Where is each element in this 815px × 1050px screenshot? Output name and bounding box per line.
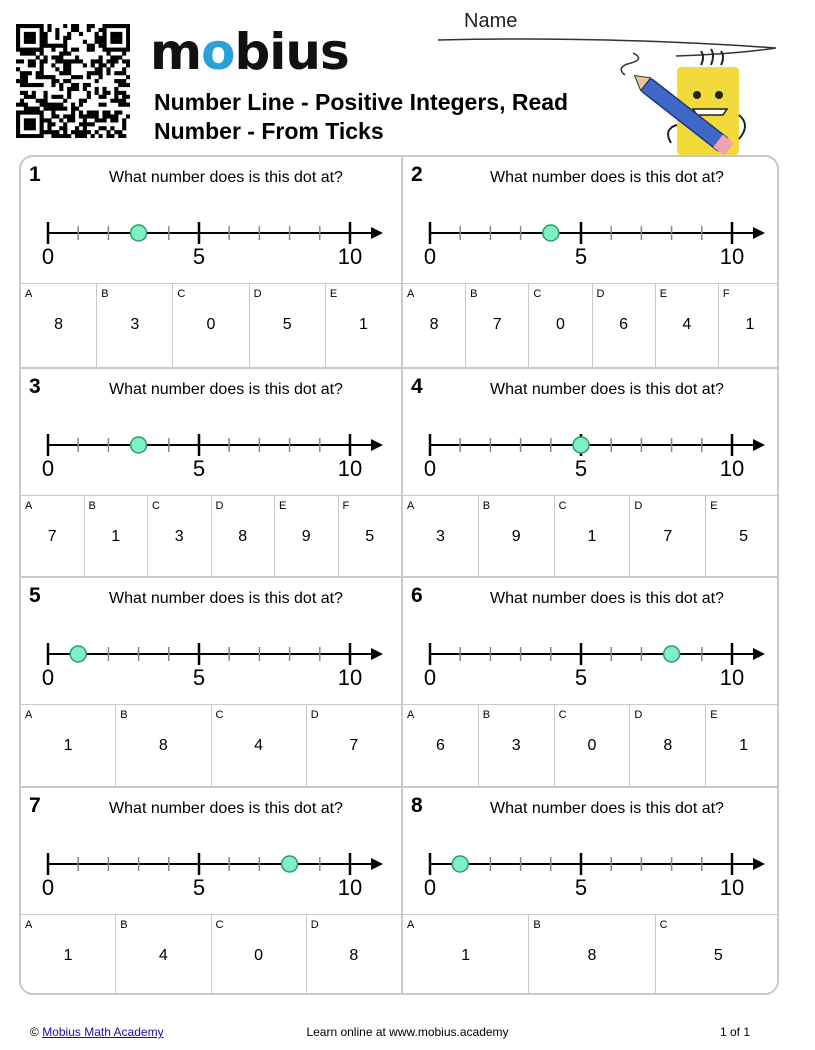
- answer-value: 6: [435, 737, 445, 754]
- answer-letter: B: [482, 709, 491, 721]
- answer-letter: E: [659, 288, 668, 300]
- answer-letter: C: [177, 288, 186, 300]
- answer-letter: F: [722, 288, 730, 300]
- tick-label: 0: [423, 244, 437, 269]
- number-line: [403, 405, 779, 485]
- answer-letter: A: [407, 709, 415, 721]
- answer-choice-a[interactable]: [21, 496, 84, 577]
- problem-number: 6: [411, 584, 423, 607]
- answer-choice-b[interactable]: [84, 496, 148, 577]
- number-line-dot: [131, 225, 147, 241]
- page-title: Number Line - Positive Integers, Read Number - From Ticks: [154, 89, 569, 144]
- answer-choices: [21, 704, 401, 786]
- answer-value: 5: [282, 316, 292, 333]
- answer-choice-b[interactable]: [478, 705, 554, 786]
- answer-choice-e[interactable]: [655, 284, 718, 367]
- answer-choice-c[interactable]: [528, 284, 591, 367]
- answer-value: 8: [587, 946, 597, 964]
- answer-choice-b[interactable]: [96, 284, 172, 367]
- axis-arrowhead: [371, 648, 383, 660]
- tick-label: 10: [337, 874, 363, 900]
- answer-choices: [403, 704, 779, 786]
- tick-label: 0: [41, 665, 55, 690]
- answer-choice-d[interactable]: [211, 496, 275, 577]
- answer-value: 8: [429, 316, 439, 333]
- answer-value: 1: [461, 946, 471, 964]
- axis-arrowhead: [371, 858, 383, 870]
- answer-letter: D: [634, 499, 643, 512]
- tick-label: 10: [719, 874, 745, 900]
- answer-letter: D: [215, 499, 224, 512]
- answer-letter: A: [25, 499, 33, 512]
- number-line-dot: [131, 437, 147, 453]
- tick-label: 5: [574, 665, 588, 690]
- axis-arrowhead: [753, 227, 765, 239]
- tick-label: 5: [574, 874, 588, 900]
- number-line-dot: [452, 856, 468, 872]
- answer-value: 5: [365, 527, 375, 545]
- answer-value: 8: [158, 737, 168, 754]
- number-line: [403, 193, 779, 273]
- answer-choice-c[interactable]: [211, 915, 306, 996]
- answer-letter: D: [253, 288, 262, 300]
- answer-choice-c[interactable]: [147, 496, 211, 577]
- answer-value: 8: [238, 527, 248, 545]
- question-text: What number does is this dot at?: [490, 380, 724, 398]
- answer-letter: B: [88, 499, 96, 512]
- answer-choice-a[interactable]: [403, 496, 478, 577]
- number-line-dot: [664, 646, 680, 662]
- answer-value: 9: [301, 527, 311, 545]
- question-text: What number does is this dot at?: [490, 169, 724, 186]
- tick-label: 5: [192, 665, 206, 690]
- answer-choice-a[interactable]: [403, 705, 478, 786]
- tick-label: 10: [337, 455, 363, 481]
- problem-1: [21, 157, 401, 367]
- number-line-dot: [70, 646, 86, 662]
- tick-label: 10: [337, 665, 363, 690]
- answer-letter: C: [558, 499, 567, 512]
- answer-choice-c[interactable]: [554, 496, 630, 577]
- answer-choice-e[interactable]: [325, 284, 401, 367]
- answer-choices: [21, 495, 401, 577]
- question-text: What number does is this dot at?: [109, 380, 343, 398]
- answer-choice-d[interactable]: [306, 705, 401, 786]
- number-line: [403, 614, 779, 694]
- answer-letter: C: [152, 499, 160, 512]
- problem-4: [401, 367, 779, 577]
- qr-code: [16, 24, 130, 138]
- answer-letter: E: [329, 288, 338, 300]
- tick-label: 0: [41, 874, 55, 900]
- mobius-academy-link[interactable]: Mobius Math Academy: [42, 1025, 164, 1039]
- answer-letter: C: [215, 709, 224, 721]
- answer-value: 7: [47, 527, 57, 545]
- name-label: Name: [464, 10, 518, 32]
- number-line-dot: [282, 856, 298, 872]
- answer-choice-b[interactable]: [478, 496, 554, 577]
- answer-choices: [21, 283, 401, 367]
- number-line-dot: [573, 437, 589, 453]
- answer-choice-e[interactable]: [705, 705, 779, 786]
- answer-value: 1: [587, 527, 597, 545]
- answer-value: 4: [254, 737, 264, 754]
- answer-letter: C: [659, 918, 668, 931]
- answer-letter: F: [342, 499, 350, 512]
- answer-letter: A: [25, 918, 33, 931]
- answer-value: 0: [206, 316, 216, 333]
- problem-8: [401, 786, 779, 996]
- number-line: [21, 824, 401, 904]
- answer-value: 1: [63, 737, 73, 754]
- answer-choice-b[interactable]: [115, 915, 210, 996]
- problem-number: 8: [411, 793, 423, 817]
- answer-value: 1: [111, 527, 121, 545]
- tick-label: 5: [574, 244, 588, 269]
- question-text: What number does is this dot at?: [490, 590, 724, 607]
- answer-value: 8: [349, 946, 359, 964]
- answer-choices: [403, 495, 779, 577]
- answer-letter: E: [710, 499, 718, 512]
- answer-letter: D: [634, 709, 643, 721]
- answer-choices: [403, 914, 779, 996]
- axis-arrowhead: [371, 227, 383, 239]
- footer-learn-online: Learn online at www.mobius.academy: [306, 1025, 509, 1039]
- answer-choice-e[interactable]: [705, 496, 779, 577]
- answer-letter: B: [533, 918, 541, 931]
- question-text: What number does is this dot at?: [109, 169, 343, 186]
- number-line: [21, 614, 401, 694]
- tick-label: 5: [192, 455, 206, 481]
- answer-value: 3: [511, 737, 521, 754]
- question-text: What number does is this dot at?: [109, 799, 343, 817]
- answer-letter: D: [596, 288, 605, 300]
- answer-choice-a[interactable]: [403, 915, 528, 996]
- answer-choice-c[interactable]: [655, 915, 779, 996]
- tick-label: 10: [719, 665, 745, 690]
- answer-letter: C: [533, 288, 542, 300]
- answer-choice-e[interactable]: [274, 496, 338, 577]
- answer-value: 9: [511, 527, 521, 545]
- tick-label: 10: [719, 244, 745, 269]
- answer-value: 4: [682, 316, 692, 333]
- problem-2: [401, 157, 779, 367]
- answer-letter: C: [215, 918, 224, 931]
- answer-choice-a[interactable]: [403, 284, 465, 367]
- answer-choice-f[interactable]: [718, 284, 779, 367]
- answer-value: 3: [435, 527, 445, 545]
- answer-choice-b[interactable]: [115, 705, 210, 786]
- number-line: [403, 824, 779, 904]
- answer-choice-d[interactable]: [306, 915, 401, 996]
- answer-choices: [21, 914, 401, 996]
- answer-choice-c[interactable]: [554, 705, 630, 786]
- answer-letter: B: [482, 499, 491, 512]
- answer-value: 0: [555, 316, 565, 333]
- axis-arrowhead: [371, 439, 383, 451]
- answer-value: 7: [663, 527, 673, 545]
- answer-choice-c[interactable]: [172, 284, 248, 367]
- answer-letter: A: [25, 288, 33, 300]
- axis-arrowhead: [753, 648, 765, 660]
- answer-value: 1: [63, 946, 73, 964]
- tick-label: 10: [337, 244, 363, 269]
- problem-number: 5: [29, 584, 41, 607]
- mobius-logo: mobius: [150, 23, 349, 81]
- answer-letter: A: [407, 499, 415, 512]
- answer-letter: E: [279, 499, 287, 512]
- footer-copyright: © Mobius Math Academy: [30, 1025, 164, 1039]
- problem-6: [401, 576, 779, 786]
- problem-number: 1: [29, 163, 41, 186]
- problem-5: [21, 576, 401, 786]
- answer-value: 7: [492, 316, 502, 333]
- tick-label: 0: [423, 665, 437, 690]
- answer-letter: C: [558, 709, 567, 721]
- answer-choice-c[interactable]: [211, 705, 306, 786]
- problem-number: 2: [411, 163, 423, 186]
- answer-value: 0: [587, 737, 597, 754]
- tick-label: 10: [719, 455, 745, 481]
- answer-value: 1: [739, 737, 749, 754]
- question-text: What number does is this dot at?: [109, 590, 343, 607]
- axis-arrowhead: [753, 858, 765, 870]
- pencil-mascot-illustration: [615, 45, 750, 160]
- answer-choice-a[interactable]: [21, 284, 96, 367]
- answer-choice-a[interactable]: [21, 705, 115, 786]
- answer-choice-d[interactable]: [249, 284, 325, 367]
- answer-value: 6: [619, 316, 629, 333]
- answer-letter: B: [120, 918, 128, 931]
- answer-value: 3: [174, 527, 184, 545]
- answer-letter: D: [310, 918, 319, 931]
- answer-choice-d[interactable]: [592, 284, 655, 367]
- tick-label: 0: [423, 455, 437, 481]
- problem-7: [21, 786, 401, 996]
- answer-choice-d[interactable]: [629, 705, 705, 786]
- answer-letter: B: [101, 288, 109, 300]
- answer-value: 5: [739, 527, 749, 545]
- answer-letter: D: [310, 709, 319, 721]
- answer-value: 4: [158, 946, 168, 964]
- answer-letter: E: [710, 709, 718, 721]
- problem-number: 3: [29, 374, 41, 398]
- answer-choice-b[interactable]: [465, 284, 528, 367]
- tick-label: 0: [423, 874, 437, 900]
- answer-choice-a[interactable]: [21, 915, 115, 996]
- answer-value: 7: [349, 737, 359, 754]
- answer-value: 3: [130, 316, 140, 333]
- problem-3: [21, 367, 401, 577]
- problem-number: 7: [29, 793, 41, 817]
- number-line: [21, 405, 401, 485]
- footer-page-number: 1 of 1: [720, 1025, 751, 1039]
- answer-choice-b[interactable]: [528, 915, 654, 996]
- answer-letter: A: [407, 288, 415, 300]
- answer-letter: B: [120, 709, 128, 721]
- answer-letter: A: [407, 918, 415, 931]
- answer-value: 0: [254, 946, 264, 964]
- tick-label: 5: [192, 874, 206, 900]
- answer-value: 8: [663, 737, 673, 754]
- answer-choices: [403, 283, 779, 367]
- answer-value: 5: [713, 946, 723, 964]
- axis-arrowhead: [753, 439, 765, 451]
- tick-label: 0: [41, 455, 55, 481]
- answer-choice-f[interactable]: [338, 496, 402, 577]
- number-line-dot: [543, 225, 559, 241]
- tick-label: 5: [574, 455, 588, 481]
- answer-letter: A: [25, 709, 33, 721]
- problem-number: 4: [411, 374, 423, 398]
- answer-value: 8: [54, 316, 64, 333]
- tick-label: 0: [41, 244, 55, 269]
- worksheet-grid: [19, 155, 779, 995]
- number-line: [21, 193, 401, 273]
- answer-value: 1: [745, 316, 755, 333]
- tick-label: 5: [192, 244, 206, 269]
- question-text: What number does is this dot at?: [490, 799, 724, 817]
- answer-letter: B: [470, 288, 478, 300]
- answer-choice-d[interactable]: [629, 496, 705, 577]
- answer-value: 1: [358, 316, 368, 333]
